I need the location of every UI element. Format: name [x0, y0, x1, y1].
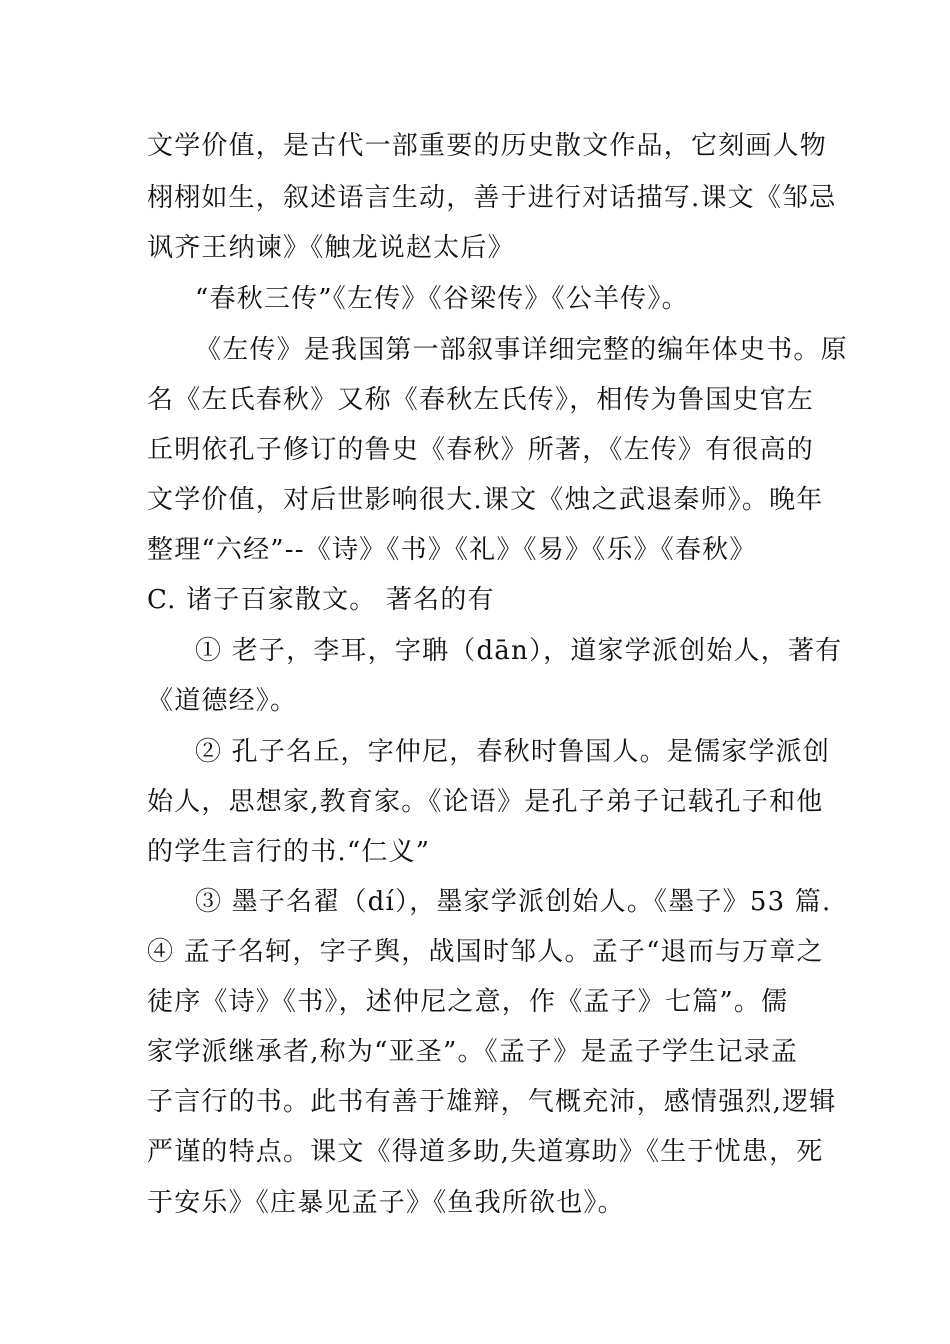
text-line-9: 整理“六经”--《诗》《书》《礼》《易》《乐》《春秋》: [147, 535, 757, 565]
text-line-20: 子言行的书。此书有善于雄辩，气概充沛，感情强烈,逻辑: [147, 1087, 837, 1117]
text-line-17: ④ 孟子名轲，字子舆，战国时邹人。孟子“退而与万章之: [147, 937, 824, 967]
text-line-10: C. 诸子百家散文。 著名的有: [147, 585, 495, 615]
text-line-7: 丘明依孔子修订的鲁史《春秋》所著，《左传》有很高的: [147, 435, 815, 465]
text-line-19: 家学派继承者,称为“亚圣”。《孟子》是孟子学生记录孟: [147, 1037, 799, 1067]
text-line-1: 文学价值，是古代一部重要的历史散文作品，它刻画人物: [147, 131, 828, 161]
text-line-22: 于安乐》《庄暴见孟子》《鱼我所欲也》。: [147, 1188, 625, 1218]
text-line-15: 的学生言行的书.“仁义”: [147, 837, 431, 867]
text-line-14: 始人，思想家,教育家。《论语》是孔子弟子记载孔子和他: [147, 787, 824, 817]
text-line-13: ② 孔子名丘，字仲尼，春秋时鲁国人。是儒家学派创: [195, 737, 831, 767]
text-line-4: “春秋三传”《左传》《谷梁传》《公羊传》。: [195, 284, 689, 314]
text-line-18: 徒序《诗》《书》，述仲尼之意，作《孟子》七篇”。儒: [147, 987, 789, 1017]
text-line-16: ③ 墨子名翟（dí），墨家学派创始人。《墨子》53 篇.: [195, 887, 832, 917]
text-line-2: 栩栩如生，叙述语言生动，善于进行对话描写.课文《邹忌: [147, 183, 837, 213]
text-line-5: 《左传》是我国第一部叙事详细完整的编年体史书。原: [195, 335, 848, 365]
text-line-8: 文学价值，对后世影响很大.课文《烛之武退秦师》。晚年: [147, 485, 824, 515]
text-line-3: 讽齐王纳谏》《触龙说赵太后》: [147, 233, 515, 263]
text-line-6: 名《左氏春秋》又称《春秋左氏传》，相传为鲁国史官左: [147, 385, 815, 415]
text-line-21: 严谨的特点。课文《得道多助,失道寡助》《生于忧患，死: [147, 1137, 824, 1167]
text-line-12: 《道德经》。: [147, 686, 298, 716]
text-line-11: ① 老子，李耳，字聃（dān），道家学派创始人，著有: [195, 636, 843, 666]
